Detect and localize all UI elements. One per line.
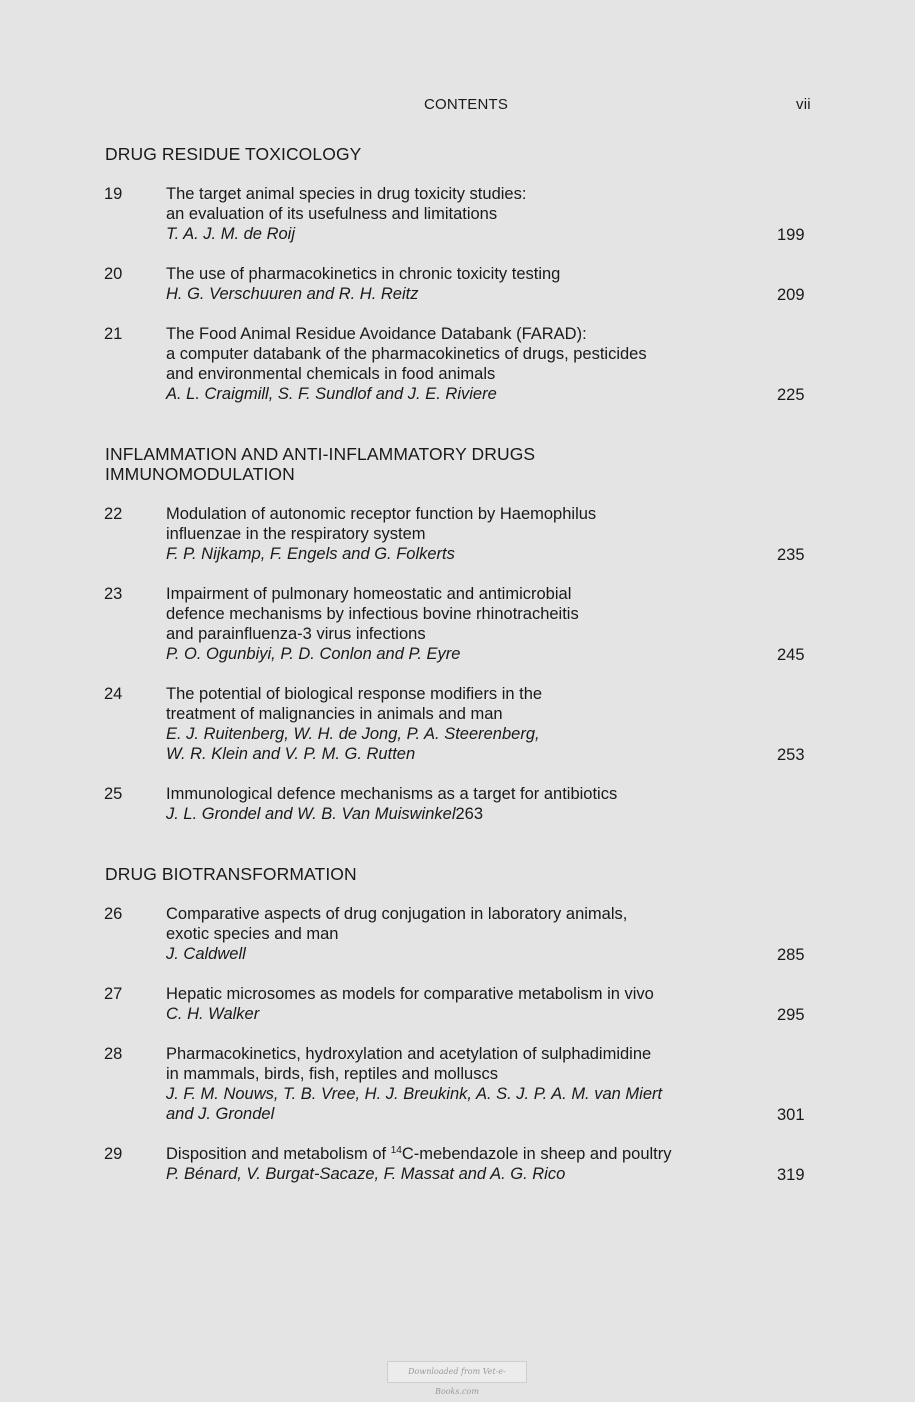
chapter-page-number: 245 [777, 646, 805, 664]
chapter-authors: F. P. Nijkamp, F. Engels and G. Folkerts [166, 545, 455, 563]
chapter-page-number: 285 [777, 946, 805, 964]
isotope-superscript: 14 [390, 1145, 402, 1156]
chapter-title-line: The use of pharmacokinetics in chronic toxicity testing [166, 265, 561, 283]
chapter-title-line: treatment of malignancies in animals and man [166, 705, 503, 723]
running-head-page-number: vii [796, 96, 811, 113]
section-heading-line: IMMUNOMODULATION [105, 464, 295, 484]
title-text: Disposition and metabolism of [166, 1145, 391, 1163]
chapter-authors: T. A. J. M. de Roij [166, 225, 295, 243]
chapter-page-number: 301 [777, 1106, 805, 1124]
section-heading-line: DRUG BIOTRANSFORMATION [105, 864, 357, 884]
chapter-page-number: 263 [455, 805, 484, 823]
chapter-authors: C. H. Walker [166, 1005, 260, 1023]
chapter-title-line: Immunological defence mechanisms as a target for antibiotics [166, 785, 618, 803]
chapter-title-line: and environmental chemicals in food animals [166, 365, 496, 383]
chapter-title-line: The Food Animal Residue Avoidance Databank (FARAD): [166, 325, 587, 343]
section-heading-line: INFLAMMATION AND ANTI-INFLAMMATORY DRUGS [105, 444, 536, 464]
chapter-authors: P. O. Ogunbiyi, P. D. Conlon and P. Eyre [166, 645, 461, 663]
chapter-page-number: 209 [777, 286, 805, 304]
chapter-authors: W. R. Klein and V. P. M. G. Rutten [166, 745, 416, 763]
chapter-authors: P. Bénard, V. Burgat-Sacaze, F. Massat and A. G. Rico [166, 1165, 566, 1183]
chapter-number: 20 [104, 265, 123, 283]
title-text: C-mebendazole in sheep and poultry [401, 1145, 672, 1163]
chapter-authors: J. Caldwell [166, 945, 246, 963]
chapter-number: 28 [104, 1045, 123, 1063]
chapter-title-line: Pharmacokinetics, hydroxylation and acetylation of sulphadimidine [166, 1045, 652, 1063]
chapter-title-line: The target animal species in drug toxicity studies: [166, 185, 527, 203]
chapter-page-number: 253 [777, 746, 805, 764]
section-heading-line: DRUG RESIDUE TOXICOLOGY [105, 144, 362, 164]
chapter-authors: J. L. Grondel and W. B. Van Muiswinkel [166, 805, 456, 823]
chapter-number: 24 [104, 685, 123, 703]
section-heading [105, 144, 361, 164]
chapter-authors: E. J. Ruitenberg, W. H. de Jong, P. A. Steerenberg, [166, 725, 540, 743]
chapter-title-line: The potential of biological response modifiers in the [166, 685, 543, 703]
section-heading [105, 444, 535, 484]
chapter-authors: H. G. Verschuuren and R. H. Reitz [166, 285, 419, 303]
chapter-title-line: influenzae in the respiratory system [166, 525, 426, 543]
chapter-number: 26 [104, 905, 123, 923]
chapter-page-number: 199 [777, 226, 805, 244]
chapter-authors: A. L. Craigmill, S. F. Sundlof and J. E. Riviere [166, 385, 497, 403]
chapter-page-number: 225 [777, 386, 805, 404]
chapter-title-line: Impairment of pulmonary homeostatic and antimicrobial [166, 585, 572, 603]
running-head [0, 96, 915, 116]
chapter-page-number: 295 [777, 1006, 805, 1024]
chapter-number: 25 [104, 785, 123, 803]
chapter-page-number: 235 [777, 546, 805, 564]
chapter-title-line: in mammals, birds, fish, reptiles and molluscs [166, 1065, 498, 1083]
chapter-title-line: exotic species and man [166, 925, 339, 943]
chapter-title-line: Modulation of autonomic receptor function by Haemophilus [166, 505, 597, 523]
chapter-title-line: and parainfluenza-3 virus infections [166, 625, 426, 643]
chapter-number: 22 [104, 505, 123, 523]
chapter-page-number: 319 [777, 1166, 805, 1184]
running-head-title: CONTENTS [424, 96, 509, 113]
chapter-number: 23 [104, 585, 123, 603]
chapter-title-line: defence mechanisms by infectious bovine rhinotracheitis [166, 605, 579, 623]
chapter-number: 27 [104, 985, 123, 1003]
chapter-number: 29 [104, 1145, 123, 1163]
chapter-number: 21 [104, 325, 123, 343]
chapter-title-line: Hepatic microsomes as models for comparative metabolism in vivo [166, 985, 654, 1003]
chapter-authors: and J. Grondel [166, 1105, 275, 1123]
chapter-title-line [166, 1144, 766, 1164]
section-heading [105, 864, 357, 884]
chapter-authors: J. F. M. Nouws, T. B. Vree, H. J. Breukink, A. S. J. P. A. M. van Miert [166, 1085, 663, 1103]
chapter-title-line: a computer databank of the pharmacokinetics of drugs, pesticides [166, 345, 647, 363]
watermark: Downloaded from Vet-e-Books.com [387, 1361, 527, 1383]
chapter-number: 19 [104, 185, 123, 203]
chapter-title-line: Comparative aspects of drug conjugation in laboratory animals, [166, 905, 628, 923]
chapter-title-line: an evaluation of its usefulness and limitations [166, 205, 498, 223]
